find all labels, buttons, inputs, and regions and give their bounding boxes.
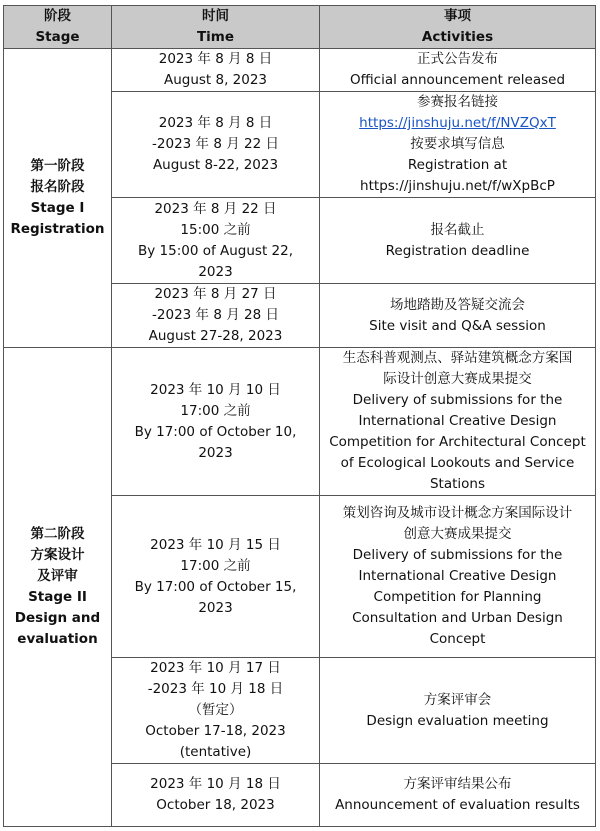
activity-cell: 场地踏勘及答疑交流会 Site visit and Q&A session	[320, 284, 596, 348]
header-stage: 阶段 Stage	[4, 6, 112, 49]
table-row	[4, 49, 596, 92]
time-cell: 2023 年 8 月 22 日 15:00 之前 By 15:00 of August 22, 2023	[112, 198, 320, 284]
header-time: 时间 Time	[112, 6, 320, 49]
activity-cell: 报名截止 Registration deadline	[320, 198, 596, 284]
header-activities: 事项 Activities	[320, 6, 596, 49]
time-cell: 2023 年 8 月 27 日 -2023 年 8 月 28 日 August 27-28, 2023	[112, 284, 320, 348]
activity-cell: 策划咨询及城市设计概念方案国际设计 创意大赛成果提交 Delivery of submissions for the International Creative Design Competition for Planning Consultation and Urban Design Concept	[320, 496, 596, 658]
activity-cell: 生态科普观测点、驿站建筑概念方案国 际设计创意大赛成果提交 Delivery of submissions for the International Creative Design Competition for Architectural Concept of Ecological Lookouts and Service Stations	[320, 348, 596, 496]
stage-1-cell: 第一阶段 报名阶段 Stage I Registration	[4, 49, 112, 348]
schedule-table	[3, 5, 596, 827]
time-cell: 2023 年 10 月 18 日 October 18, 2023	[112, 764, 320, 827]
table-header-row	[4, 6, 596, 49]
table-row	[4, 348, 596, 496]
activity-cell: 方案评审会 Design evaluation meeting	[320, 658, 596, 764]
time-cell: 2023 年 10 月 15 日 17:00 之前 By 17:00 of October 15, 2023	[112, 496, 320, 658]
stage-2-cell: 第二阶段 方案设计 及评审 Stage II Design and evaluation	[4, 348, 112, 827]
activity-cell: 参赛报名链接 https://jinshuju.net/f/NVZQxT 按要求填写信息 Registration at https://jinshuju.net/f/wXpBcP	[320, 92, 596, 198]
time-cell: 2023 年 10 月 10 日 17:00 之前 By 17:00 of October 10, 2023	[112, 348, 320, 496]
activity-cell: 正式公告发布 Official announcement released	[320, 49, 596, 92]
registration-link[interactable]: https://jinshuju.net/f/NVZQxT	[359, 115, 556, 131]
activity-cell: 方案评审结果公布 Announcement of evaluation results	[320, 764, 596, 827]
time-cell: 2023 年 8 月 8 日 August 8, 2023	[112, 49, 320, 92]
time-cell: 2023 年 10 月 17 日 -2023 年 10 月 18 日 （暂定） October 17-18, 2023 (tentative)	[112, 658, 320, 764]
time-cell: 2023 年 8 月 8 日 -2023 年 8 月 22 日 August 8-22, 2023	[112, 92, 320, 198]
